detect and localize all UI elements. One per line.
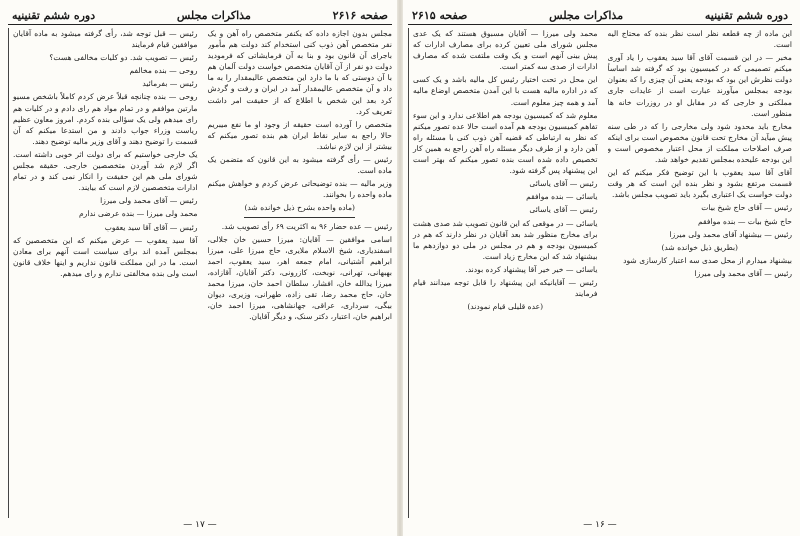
paragraph: روحی — بنده مخالفم <box>129 66 198 76</box>
left-page-column-inner <box>8 28 198 518</box>
right-page-columns <box>408 28 792 518</box>
right-page-column-outer <box>608 28 793 518</box>
paragraph: رئیس — تصویب شد. دو کلیات مخالفی هست؟ <box>49 53 198 63</box>
paragraph: رئیس — رأی گرفته میشود به این قانون که متضمن یک ماده است. <box>207 155 392 176</box>
paragraph: رئیس — عده حضار ۹۶ به اکثریت ۶۹ رأی تصویب شد. <box>221 221 392 231</box>
separator <box>244 217 355 218</box>
paragraph: این محل در تحت اختیار رئیس کل مالیه باشد و یک کسی که در اداره مالیه هست با این آمدن متخصص اوضاع مالیه آمد و همه چیز معلوم است. <box>413 75 598 107</box>
paragraph: این ماده از چه قطعه نظر است نظر بنده که محتاج الیه است. <box>607 29 792 50</box>
paragraph: رئیس — آقای یاسائی <box>529 205 598 215</box>
paragraph: آقا سید یعقوب — عرض میکنم که این متخصصین که بمجلس آمده اند برای سیاست است آنهم برای معادن است. ما در این مملکت قانون نداریم و اینها خلاف قانون است ولی بنده مخالفتی ندارم و رای میدهم. <box>13 235 198 278</box>
left-page-column-outer <box>208 28 393 518</box>
paragraph: متخصص را آورده است حقیقه از وجود او ما نفع میبریم حالا راجع به سایر نقاط ایران هم بنده تصور میکنم که بیشتر از این لازم نباشد. <box>207 119 392 151</box>
paragraph: مجلس بدون اجازه داده که یکنفر متخصص راه آهن و یک نفر متخصص آهن ذوب کنی استخدام کند دولت هم مأمور باجرای آن قانون بود و بنا به آن فرمایشاتی که فرمودید دولت دو نفر از آن آقایان متخصص خواست دولت آلمان هم با آن دوستی که با ما دارد این متخصص عالیمقدار را به ما داد و آن متخصص عالیمقدار آمد در ایران و رفت و گردش کرد بعد این شخص با اطلاع که از حقیقت امر داشت تعریف کرد. <box>207 29 392 116</box>
paragraph: آقای آقا سید یعقوب با این توضیح فکر میکنم که این قسمت مرتفع بشود و نظر بنده این است که هر وقت دولت خواست یک اعتباری بگیرد باید تصویب مجلس باشد. <box>607 168 792 200</box>
right-page <box>408 6 792 532</box>
paragraph: رئیس — قبل توجه شد، رأی گرفته میشود به ماده آقایان موافقین قیام فرمایند <box>13 29 198 50</box>
paragraph: بیشنهاد میدارم از محل صدی سه اعتبار کارسازی شود <box>623 255 792 265</box>
paragraph: مخارج باید محدود شود ولی مخارجی را که در طی سنه پیش میآید آن مخارج تحت قانون مخصوص است برای اینکه صرف اصلاحات مملکت از محل اعتبار مخصوص است و این بودجه علیحده بمجلس تقدیم خواهد شد. <box>607 121 792 165</box>
paragraph: مخبر — در این قسمت آقای آقا سید یعقوب را یاد آوری میکنم تصمیمی که در کمیسیون بود که گرفته شد اساساً دولت نظرش این بود که بودجه یعنی آن چیزی را که بعنوان بودجه بمجلس میآورند عبارت است از عایدات جاری مملکتی و خارجی که در مقابل او در روزرات خانه ها منظور است. <box>607 53 792 118</box>
paragraph: محمد ولی میرزا — آقایان مسبوق هستند که یک عدی مجلس شورای ملی تعیین کرده برای مصارف ادارات که پیش بینی آنهم است و یک وقت ملتفت شده که مصارف ادارات از صدی سه کمتر است. <box>413 29 598 72</box>
procedural-note: (بطریق ذیل خوانده شد) <box>661 242 739 252</box>
paragraph: معلوم شد که کمیسیون بودجه هم اطلاعی ندارد و این سوء تفاهم کمیسیون بودجه هم آمده است حالا عده تصور میکنم که نظر به ارتباطی که قضیه آهن ذوب کنی با مسئله راه آهن دارد و از طرف دیگر مسئله راه آهن راجع به همین کار تخصیص داده شده است بنده تصور میکنم که بهتر است این پیشنهاد پس گرفته شود. <box>413 110 598 176</box>
right-page-column-inner <box>408 28 598 518</box>
book-gutter <box>397 0 403 536</box>
left-page-number: صفحه ۲۶۱۶ <box>332 9 388 22</box>
paragraph: رئیس — بفرمائید <box>142 79 198 89</box>
paragraph: رئیس — آقای محمد ولی میرزا <box>100 196 198 206</box>
right-page-number: صفحه ۲۶۱۵ <box>412 9 468 22</box>
left-page <box>8 6 392 532</box>
paragraph: محمد ولی میرزا — بنده عرضی ندارم <box>78 209 198 219</box>
procedural-note: (عده قلیلی قیام نمودند) <box>467 302 544 312</box>
paragraph: رئیس — آقای یاسائی <box>529 179 598 189</box>
paragraph: یک خارجی خواستیم که برای دولت اثر خوبی داشته است. اگر لازم شد آوردن متخصصین خارجی. حقیقه مجلس شورای ملی هم این حقیقت را انکار نمی کند و در تمام ادارات متخصصین لازم است که بیایند. <box>13 149 198 193</box>
right-page-footer: — ۱۶ — <box>583 520 617 530</box>
right-page-period: دوره ششم تقنینیه <box>704 9 788 22</box>
paragraph: رئیس — آقای محمد ولی میرزا <box>694 268 792 278</box>
paragraph: رئیس — آقای آقا سید یعقوب <box>104 222 198 232</box>
paragraph: وزیر مالیه — بنده توضیحاتی عرض کردم و خواهش میکنم ماده واحده را بخوانند. <box>207 179 392 200</box>
left-page-title: مذاکرات مجلس <box>176 9 251 22</box>
left-page-footer: — ۱۷ — <box>183 520 217 530</box>
left-page-columns <box>8 28 392 518</box>
paragraph: یاسائی — در موقعی که این قانون تصویب شد صدی هشت برای مخارج منظور شد بعد آقایان در نظر دارند که هم در کمیسیون بودجه و هم در مجلس در ملی دو دوازدهم ما بیشنهاد شد که این مخارج زیاد است. <box>413 218 598 261</box>
paragraph: یاسائی — خیر خیر آقا پیشنهاد کرده بودند. <box>465 264 598 274</box>
paragraph: روحی — بنده چنانچه قبلاً عرض کردم کاملاً باشخص مسیو مارتین موافقم و در تمام مواد هم رای دادم و در کلیات هم رای میدهم ولی یک سؤالی بنده کردم. امروز معاون عظیم ریاست وزراء جواب دادند و من استدعا میکنم که آن قسمت را توضیح دهند و آقای وزیر مالیه توضیح دهند. <box>13 92 198 146</box>
paragraph: حاج شیخ بیات — بنده موافقم <box>698 216 792 226</box>
paragraph: رئیس — بیشنهاد آقای محمد ولی میرزا <box>669 229 792 239</box>
left-page-period: دوره ششم تقنینیه <box>12 9 96 22</box>
procedural-note: (ماده واحده بشرح ذیل خوانده شد) <box>244 203 356 213</box>
paragraph: اسامی موافقین — آقایان: میرزا حسین خان جلالی، اسفندیاری، شیخ الاسلام ملایری، حاج میرزا علی، میرزا ابراهیم آشتیانی، امام جمعه اهر، سید یعقوب، احمد بهبهانی، تهرانی، نوبخت، کازرونی، دکتر آقایان، آقازاده، میرزا یدالله خان، افشار، سلطان احمد خان، میرزا محمد خان، حاج محمد رضا، تقی زاده، طهرانی، وزیری، دیوان بیگی، سرداری، عراقی، جهانشاهی، میرزا احمد خان، ابراهیم خان، اعتبار، دکتر سنک، و دیگر آقایان. <box>207 234 392 322</box>
paragraph: یاسائی — بنده موافقم <box>526 192 598 202</box>
left-page-header <box>8 6 392 25</box>
right-page-header <box>408 6 792 25</box>
paragraph: رئیس — آقای حاج شیخ بیات <box>701 203 792 213</box>
paragraph: رئیس — آقایانیکه این پیشنهاد را قابل توجه میدانند قیام فرمایند <box>413 277 598 299</box>
right-page-title: مذاکرات مجلس <box>549 9 624 22</box>
